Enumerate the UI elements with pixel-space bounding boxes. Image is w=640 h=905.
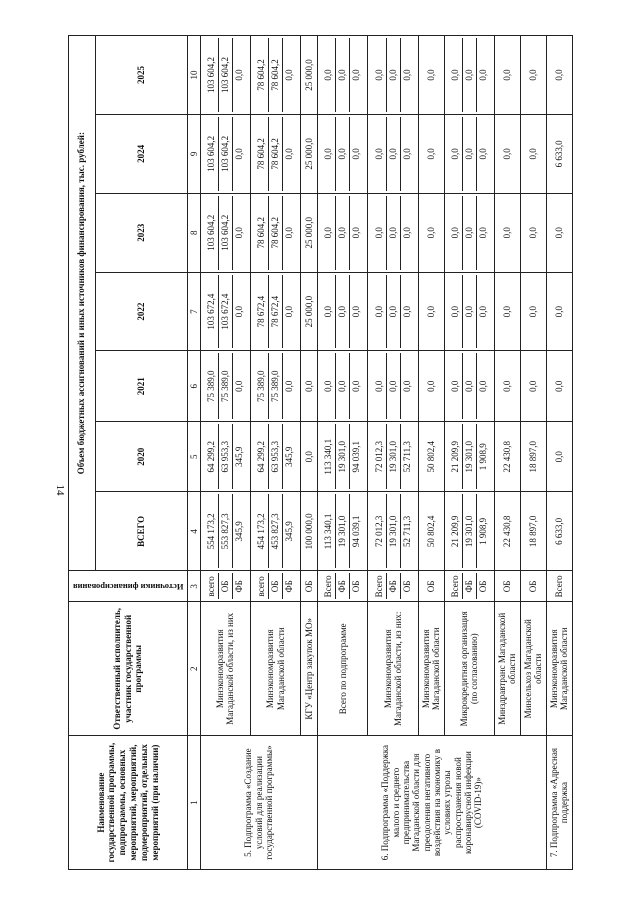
source-cell (317, 570, 367, 601)
value-cell (418, 114, 444, 193)
cell-value: 0,0 (475, 195, 489, 269)
cell-value: 0,0 (282, 195, 296, 269)
header-year-2: 2021 (95, 351, 187, 421)
cell-value: 0,0 (385, 116, 399, 190)
value-cell (250, 351, 300, 421)
source-cell (367, 570, 417, 601)
cell-value: 0,0 (335, 274, 349, 348)
section-name-7: 7. Подпрограмма «Адресная поддержка (546, 735, 572, 869)
value-cell (300, 193, 317, 272)
cell-value: 103 604,2 (205, 135, 216, 172)
section-name-5: 5. Подпрограмма «Создание условий для реализации государственной программы» (200, 735, 317, 869)
executor-cell: Микрокредитная организация (по согласованию) (444, 601, 494, 735)
cell-value: 0,0 (322, 305, 333, 317)
cell-value: 0,0 (449, 226, 460, 238)
source-cell (444, 570, 494, 601)
cell-value: 94 039,1 (349, 423, 363, 488)
cell-value: 21 209,9 (449, 515, 460, 547)
cell-value: 19 301,0 (461, 423, 475, 488)
cell-value: 0,0 (553, 450, 564, 462)
value-cell (418, 193, 444, 272)
cell-value: ОБ (527, 580, 538, 592)
cell-value: 0,0 (425, 380, 436, 392)
column-number: 10 (187, 35, 200, 114)
table-row (317, 35, 367, 869)
executor-cell: Минэкономразвития Магаданской области (250, 601, 300, 735)
cell-value: 0,0 (553, 68, 564, 81)
executor-cell: Всего по подпрограмме (317, 601, 367, 735)
column-number: 9 (187, 114, 200, 193)
cell-value: 18 897,0 (527, 440, 538, 472)
column-number: 2 (187, 601, 200, 735)
value-cell (200, 491, 250, 570)
cell-value: 0,0 (527, 226, 538, 238)
cell-value: 64 299,2 (255, 440, 266, 472)
cell-value: ФБ (231, 573, 245, 599)
cell-value: 113 340,1 (322, 438, 333, 475)
executor-cell: КГУ «Центр закупок МО» (300, 601, 317, 735)
cell-value: 0,0 (282, 116, 296, 190)
source-cell (300, 570, 317, 601)
value-cell (520, 421, 546, 491)
value-cell (494, 491, 520, 570)
cell-value: 0,0 (335, 38, 349, 112)
value-cell (367, 272, 417, 351)
cell-value: 103 604,2 (217, 38, 231, 112)
cell-value: 18 897,0 (527, 515, 538, 547)
value-cell (546, 491, 572, 570)
cell-value: 103 604,2 (217, 195, 231, 269)
cell-value: 0,0 (399, 274, 413, 348)
header-year-4: 2023 (95, 193, 187, 272)
value-cell (444, 35, 494, 114)
value-cell (250, 114, 300, 193)
cell-value: 78 604,2 (255, 137, 266, 170)
cell-value: 19 301,0 (385, 423, 399, 488)
cell-value: 50 802,4 (425, 440, 436, 472)
cell-value: 0,0 (349, 274, 363, 348)
executor-cell: Минздравтранс Магаданской области (494, 601, 520, 735)
cell-value: 72 012,3 (373, 515, 384, 547)
cell-value: 52 711,3 (399, 423, 413, 488)
cell-value: 1 908,9 (475, 494, 489, 568)
cell-value: 0,0 (527, 147, 538, 160)
cell-value: 0,0 (335, 353, 349, 418)
cell-value: 0,0 (322, 68, 333, 81)
cell-value: 63 953,3 (217, 423, 231, 488)
cell-value: 19 301,0 (335, 494, 349, 568)
value-cell (367, 421, 417, 491)
cell-value: 0,0 (385, 38, 399, 112)
cell-value: 0,0 (501, 305, 512, 317)
value-cell (300, 114, 317, 193)
cell-value: 0,0 (399, 353, 413, 418)
cell-value: ОБ (217, 573, 231, 599)
column-number: 3 (187, 570, 200, 601)
value-cell (317, 35, 367, 114)
cell-value: ФБ (335, 573, 349, 599)
cell-value: 345,9 (282, 423, 296, 488)
cell-value: 0,0 (322, 380, 333, 392)
cell-value: 75 389,0 (255, 370, 266, 402)
source-cell (418, 570, 444, 601)
cell-value: 50 802,4 (425, 515, 436, 547)
cell-value: ОБ (501, 580, 512, 592)
cell-value: 0,0 (425, 226, 436, 238)
cell-value: 94 039,1 (349, 494, 363, 568)
value-cell (200, 35, 250, 114)
cell-value: 0,0 (461, 195, 475, 269)
source-cell (494, 570, 520, 601)
cell-value: 78 604,2 (255, 216, 266, 248)
cell-value: 0,0 (527, 68, 538, 81)
value-cell (494, 351, 520, 421)
cell-value: 75 389,0 (217, 353, 231, 418)
cell-value: 0,0 (475, 274, 489, 348)
cell-value: всего (205, 575, 216, 596)
cell-value: 0,0 (461, 38, 475, 112)
cell-value: 0,0 (231, 274, 245, 348)
value-cell (250, 35, 300, 114)
value-cell (418, 351, 444, 421)
cell-value: 22 430,8 (501, 515, 512, 547)
value-cell (300, 421, 317, 491)
cell-value: 103 672,4 (205, 293, 216, 330)
cell-value: 345,9 (231, 494, 245, 568)
value-cell (367, 35, 417, 114)
header-funding: Объем бюджетных ассигнований и иных источников финансирования, тыс. рублей: (68, 35, 95, 570)
value-cell (520, 351, 546, 421)
value-cell (300, 491, 317, 570)
value-cell (546, 193, 572, 272)
header-program-name: Наименование государственной программы, подпрограммы, основных мероприятий, мероприятий, подмероприятий, отдельных мероприятий (при наличии) (68, 735, 187, 869)
value-cell (250, 421, 300, 491)
cell-value: 78 672,4 (268, 274, 282, 348)
cell-value: 0,0 (449, 147, 460, 160)
cell-value: 0,0 (282, 274, 296, 348)
header-year-1: 2020 (95, 421, 187, 491)
cell-value: 103 672,4 (217, 274, 231, 348)
value-cell (250, 491, 300, 570)
cell-value: 78 604,2 (268, 195, 282, 269)
header-year-3: 2022 (95, 272, 187, 351)
executor-cell: Минэкономразвития Магаданской области (418, 601, 444, 735)
page-number: 14 (54, 484, 66, 496)
cell-value: ОБ (268, 573, 282, 599)
cell-value: 0,0 (282, 353, 296, 418)
value-cell (520, 193, 546, 272)
cell-value: 0,0 (373, 305, 384, 317)
value-cell (200, 272, 250, 351)
cell-value: 78 604,2 (255, 58, 266, 91)
value-cell (494, 114, 520, 193)
source-cell (200, 570, 250, 601)
column-number: 7 (187, 272, 200, 351)
cell-value: 0,0 (475, 116, 489, 190)
value-cell (444, 272, 494, 351)
column-number: 1 (187, 735, 200, 869)
value-cell (367, 114, 417, 193)
cell-value: 0,0 (501, 226, 512, 238)
header-source-cell (68, 570, 187, 601)
source-cell (250, 570, 300, 601)
cell-value: 0,0 (373, 380, 384, 392)
cell-value: 0,0 (425, 147, 436, 160)
cell-value: ОБ (475, 573, 489, 599)
cell-value: 454 173,2 (255, 512, 266, 549)
cell-value: 78 604,2 (268, 38, 282, 112)
cell-value: 0,0 (282, 38, 296, 112)
cell-value: 0,0 (475, 353, 489, 418)
value-cell (317, 491, 367, 570)
value-cell (317, 114, 367, 193)
cell-value: 75 389,0 (205, 370, 216, 402)
value-cell (200, 421, 250, 491)
cell-value: 0,0 (461, 116, 475, 190)
cell-value: 75 389,0 (268, 353, 282, 418)
value-cell (300, 351, 317, 421)
cell-value: 0,0 (553, 380, 564, 392)
header-year-0: ВСЕГО (95, 491, 187, 570)
value-cell (367, 351, 417, 421)
cell-value: 0,0 (231, 116, 245, 190)
value-cell (367, 491, 417, 570)
column-number: 8 (187, 193, 200, 272)
cell-value: 0,0 (373, 68, 384, 81)
cell-value: ФБ (282, 573, 296, 599)
cell-value: Всего (373, 574, 384, 597)
cell-value: 0,0 (461, 353, 475, 418)
value-cell (444, 114, 494, 193)
cell-value: 0,0 (335, 195, 349, 269)
value-cell (317, 193, 367, 272)
cell-value: 0,0 (501, 380, 512, 392)
value-cell (444, 193, 494, 272)
value-cell (317, 272, 367, 351)
cell-value: 0,0 (425, 68, 436, 81)
cell-value: 22 430,8 (501, 440, 512, 472)
value-cell (520, 114, 546, 193)
value-cell (250, 193, 300, 272)
value-cell (546, 35, 572, 114)
value-cell (494, 421, 520, 491)
cell-value: 25 000,0 (303, 58, 314, 91)
cell-value: 0,0 (553, 305, 564, 317)
cell-value: 19 301,0 (385, 494, 399, 568)
cell-value: 0,0 (303, 380, 314, 392)
cell-value: 0,0 (425, 305, 436, 317)
cell-value: 0,0 (349, 38, 363, 112)
value-cell (300, 272, 317, 351)
cell-value: 19 301,0 (335, 423, 349, 488)
value-cell (317, 351, 367, 421)
header-year-5: 2024 (95, 114, 187, 193)
value-cell (546, 272, 572, 351)
cell-value: 345,9 (231, 423, 245, 488)
value-cell (520, 491, 546, 570)
value-cell (418, 272, 444, 351)
cell-value: 0,0 (373, 226, 384, 238)
cell-value: 0,0 (322, 226, 333, 238)
cell-value: 103 604,2 (217, 116, 231, 190)
table-row (200, 35, 250, 869)
value-cell (494, 272, 520, 351)
value-cell (520, 272, 546, 351)
cell-value: 25 000,0 (303, 137, 314, 170)
executor-cell: Минэкономразвития Магаданской области, из них: (367, 601, 417, 735)
cell-value: 0,0 (231, 353, 245, 418)
source-cell (546, 570, 572, 601)
value-cell (546, 421, 572, 491)
cell-value: 0,0 (322, 147, 333, 160)
cell-value: 0,0 (501, 147, 512, 160)
cell-value: 25 000,0 (303, 295, 314, 327)
header-source: Источники финансирования (72, 581, 183, 592)
value-cell (367, 193, 417, 272)
value-cell (418, 491, 444, 570)
cell-value: 0,0 (399, 195, 413, 269)
cell-value: 453 827,3 (268, 494, 282, 568)
cell-value: Всего (449, 574, 460, 597)
cell-value: 0,0 (349, 353, 363, 418)
cell-value: 78 604,2 (268, 116, 282, 190)
executor-cell: Минэкономразвития Магаданской области (546, 601, 572, 735)
value-cell (250, 272, 300, 351)
source-cell (520, 570, 546, 601)
cell-value: 553 827,3 (217, 494, 231, 568)
cell-value: 0,0 (553, 226, 564, 238)
cell-value: ОБ (399, 573, 413, 599)
cell-value: всего (255, 575, 266, 596)
header-executor: Ответственный исполнитель, участник государственной программы (68, 601, 187, 735)
section-name-6: 6. Подпрограмма «Поддержка малого и среднего предпринимательства Магаданской области для преодоления негативного воздействия на экономику в условиях угрозы распространения новой коронавирусной инфекции (COVID-19)» (317, 735, 546, 869)
executor-cell: Минсельхоз Магаданской области (520, 601, 546, 735)
cell-value: 0,0 (399, 116, 413, 190)
value-cell (317, 421, 367, 491)
value-cell (546, 114, 572, 193)
cell-value: 0,0 (501, 68, 512, 81)
cell-value: 103 604,2 (205, 214, 216, 251)
cell-value: ОБ (303, 580, 314, 592)
funding-table (68, 35, 573, 870)
cell-value: 0,0 (303, 450, 314, 462)
value-cell (520, 35, 546, 114)
value-cell (418, 35, 444, 114)
cell-value: 6 633,0 (553, 139, 564, 167)
cell-value: 0,0 (399, 38, 413, 112)
cell-value: 0,0 (349, 195, 363, 269)
value-cell (494, 193, 520, 272)
value-cell (200, 193, 250, 272)
cell-value: 25 000,0 (303, 216, 314, 248)
cell-value: 0,0 (527, 305, 538, 317)
column-number: 6 (187, 351, 200, 421)
cell-value: 63 953,3 (268, 423, 282, 488)
value-cell (444, 421, 494, 491)
cell-value: 72 012,3 (373, 440, 384, 472)
cell-value: 0,0 (449, 305, 460, 317)
cell-value: 1 908,9 (475, 423, 489, 488)
cell-value: 0,0 (527, 380, 538, 392)
cell-value: 0,0 (231, 38, 245, 112)
table-row (546, 35, 572, 869)
column-number: 5 (187, 421, 200, 491)
cell-value: 0,0 (449, 68, 460, 81)
value-cell (494, 35, 520, 114)
cell-value: 0,0 (349, 116, 363, 190)
cell-value: 113 340,1 (322, 513, 333, 549)
cell-value: 21 209,9 (449, 440, 460, 472)
cell-value: 0,0 (461, 274, 475, 348)
value-cell (418, 421, 444, 491)
cell-value: 64 299,2 (205, 440, 216, 472)
column-number: 4 (187, 491, 200, 570)
value-cell (200, 351, 250, 421)
header-year-6: 2025 (95, 35, 187, 114)
cell-value: 0,0 (385, 353, 399, 418)
value-cell (300, 35, 317, 114)
cell-value: 0,0 (385, 274, 399, 348)
cell-value: 6 633,0 (553, 517, 564, 545)
cell-value: 19 301,0 (461, 494, 475, 568)
value-cell (444, 491, 494, 570)
cell-value: 103 604,2 (205, 56, 216, 93)
cell-value: ФБ (385, 573, 399, 599)
cell-value: 100 000,0 (303, 512, 314, 549)
cell-value: Всего (553, 574, 564, 597)
cell-value: 0,0 (449, 380, 460, 392)
cell-value: ФБ (461, 573, 475, 599)
cell-value: 52 711,3 (399, 494, 413, 568)
cell-value: 0,0 (475, 38, 489, 112)
value-cell (444, 351, 494, 421)
cell-value: 0,0 (385, 195, 399, 269)
value-cell (200, 114, 250, 193)
cell-value: 345,9 (282, 494, 296, 568)
executor-cell: Минэкономразвития Магаданской области, из них (200, 601, 250, 735)
cell-value: 554 173,2 (205, 512, 216, 549)
cell-value: 78 672,4 (255, 295, 266, 327)
cell-value: 0,0 (335, 116, 349, 190)
cell-value: Всего (322, 574, 333, 597)
cell-value: 0,0 (373, 147, 384, 160)
cell-value: ОБ (425, 580, 436, 592)
value-cell (546, 351, 572, 421)
cell-value: 0,0 (231, 195, 245, 269)
cell-value: ОБ (349, 573, 363, 599)
